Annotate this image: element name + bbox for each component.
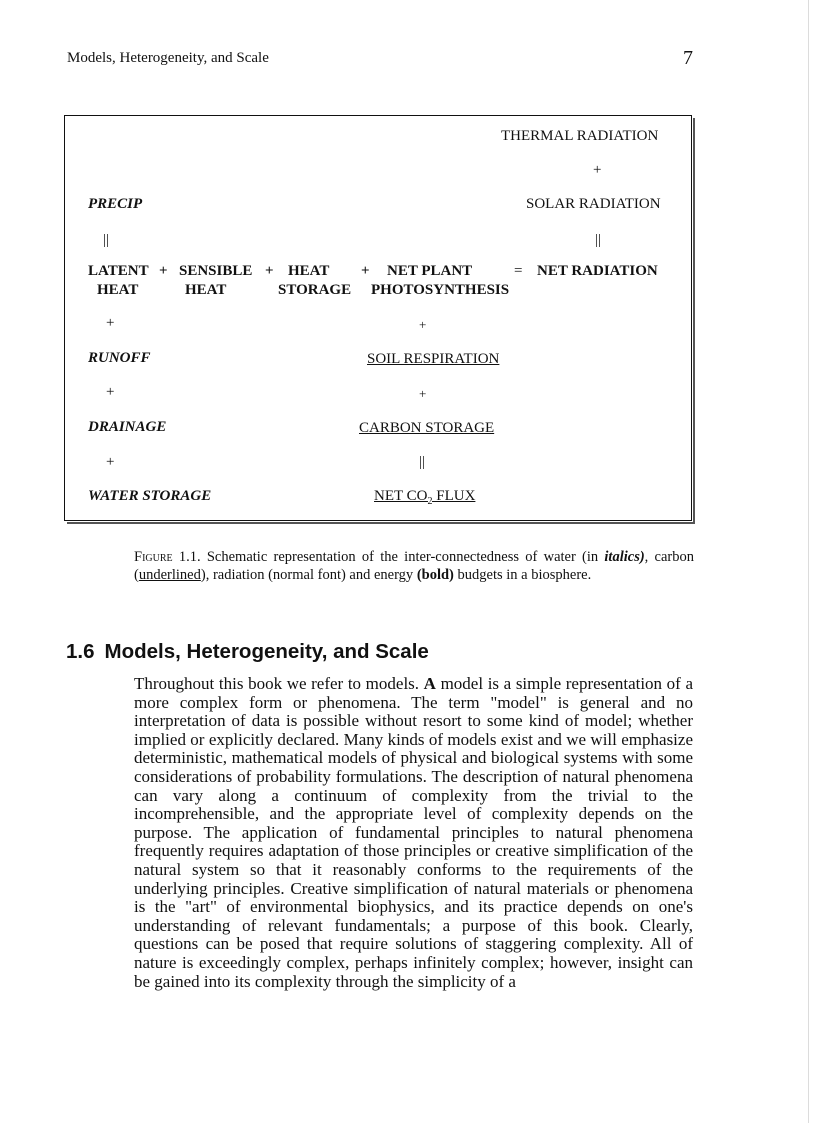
page-edge-rule (808, 0, 809, 1123)
net-radiation-label: NET RADIATION (537, 263, 658, 279)
radiation-plus: + (593, 162, 602, 178)
heat-storage-label: HEAT (288, 263, 330, 279)
heat-storage-label-2: STORAGE (278, 282, 352, 298)
energy-plus-a: + (159, 263, 168, 279)
carbon-equals: || (419, 454, 426, 470)
running-title: Models, Heterogeneity, and Scale (67, 50, 269, 66)
soil-respiration-label: SOIL RESPIRATION (367, 351, 500, 367)
radiation-equals: || (595, 232, 602, 248)
solar-radiation-label: SOLAR RADIATION (526, 196, 661, 212)
latent-heat-label-2: HEAT (97, 282, 139, 298)
energy-plus-b: + (265, 263, 274, 279)
carbon-storage-label: CARBON STORAGE (359, 420, 495, 436)
section-title: Models, Heterogeneity, and Scale (104, 640, 429, 663)
thermal-radiation-label: THERMAL RADIATION (501, 128, 659, 144)
drainage-label: DRAINAGE (88, 419, 167, 435)
latent-heat-label: LATENT (88, 263, 149, 279)
water-plus-1: + (106, 315, 115, 331)
precip-label: PRECIP (88, 196, 143, 212)
figure-caption: Figure 1.1. Schematic representation of the inter-connectedness of water (in italics), carbon (underlined), radiation (normal font) and energy (bold) budgets in a biosphere. (134, 549, 694, 583)
water-equals: || (103, 232, 110, 248)
runoff-label: RUNOFF (88, 350, 151, 366)
page-number: 7 (683, 47, 693, 69)
water-storage-label: WATER STORAGE (88, 488, 212, 504)
net-plant-label-2: PHOTOSYNTHESIS (371, 282, 510, 298)
box-shadow-bottom (67, 522, 695, 524)
water-plus-3: + (106, 454, 115, 470)
sensible-heat-label: SENSIBLE (179, 263, 253, 279)
energy-equals: = (514, 263, 523, 279)
section-number: 1.6 (66, 640, 95, 663)
body-paragraph: Throughout this book we refer to models. A model is a simple representation of a more complex form or phenomena. The term "model" is general and no interpretation of data is possible without resort to some kind of model; whether implied or explicitly declared. Many kinds of models exist and we will emphasize deterministic, mathematical models of physical and biological systems with some considerations of probability formulations. The description of natural phenomena can vary along a continuum of complexity from the trivial to the incomprehensible, and the appropriate level of complexity depends on the purpose. The application of fundamental principles to natural phenomena frequently requires adaptation of those principles or creative simplification of the natural system so that it reasonably conforms to the requirements of the underlying principles. Creative simplification of natural materials or phenomena is the "art" of environmental biophysics, and its practice depends on one's understanding of relevant fundamentals; a purpose of this book. Clearly, questions can be posed that require solutions of staggering complexity. All of nature is exceedingly complex, perhaps infinitely complex; however, insight can be gained into its complexity through the simplicity of a (134, 674, 694, 991)
net-co2-flux-label: NET $CO_2$ FLUX (374, 488, 476, 507)
box-shadow-right (693, 118, 695, 524)
figure-label: Figure 1.1. (134, 549, 201, 565)
figure-1-1-diagram (64, 115, 692, 521)
water-plus-2: + (106, 384, 115, 400)
energy-plus-c: + (361, 263, 370, 279)
sensible-heat-label-2: HEAT (185, 282, 227, 298)
net-plant-label: NET PLANT (387, 263, 473, 279)
carbon-plus-2: + (419, 386, 427, 401)
carbon-plus-1: + (419, 317, 427, 332)
section-heading (66, 640, 429, 664)
